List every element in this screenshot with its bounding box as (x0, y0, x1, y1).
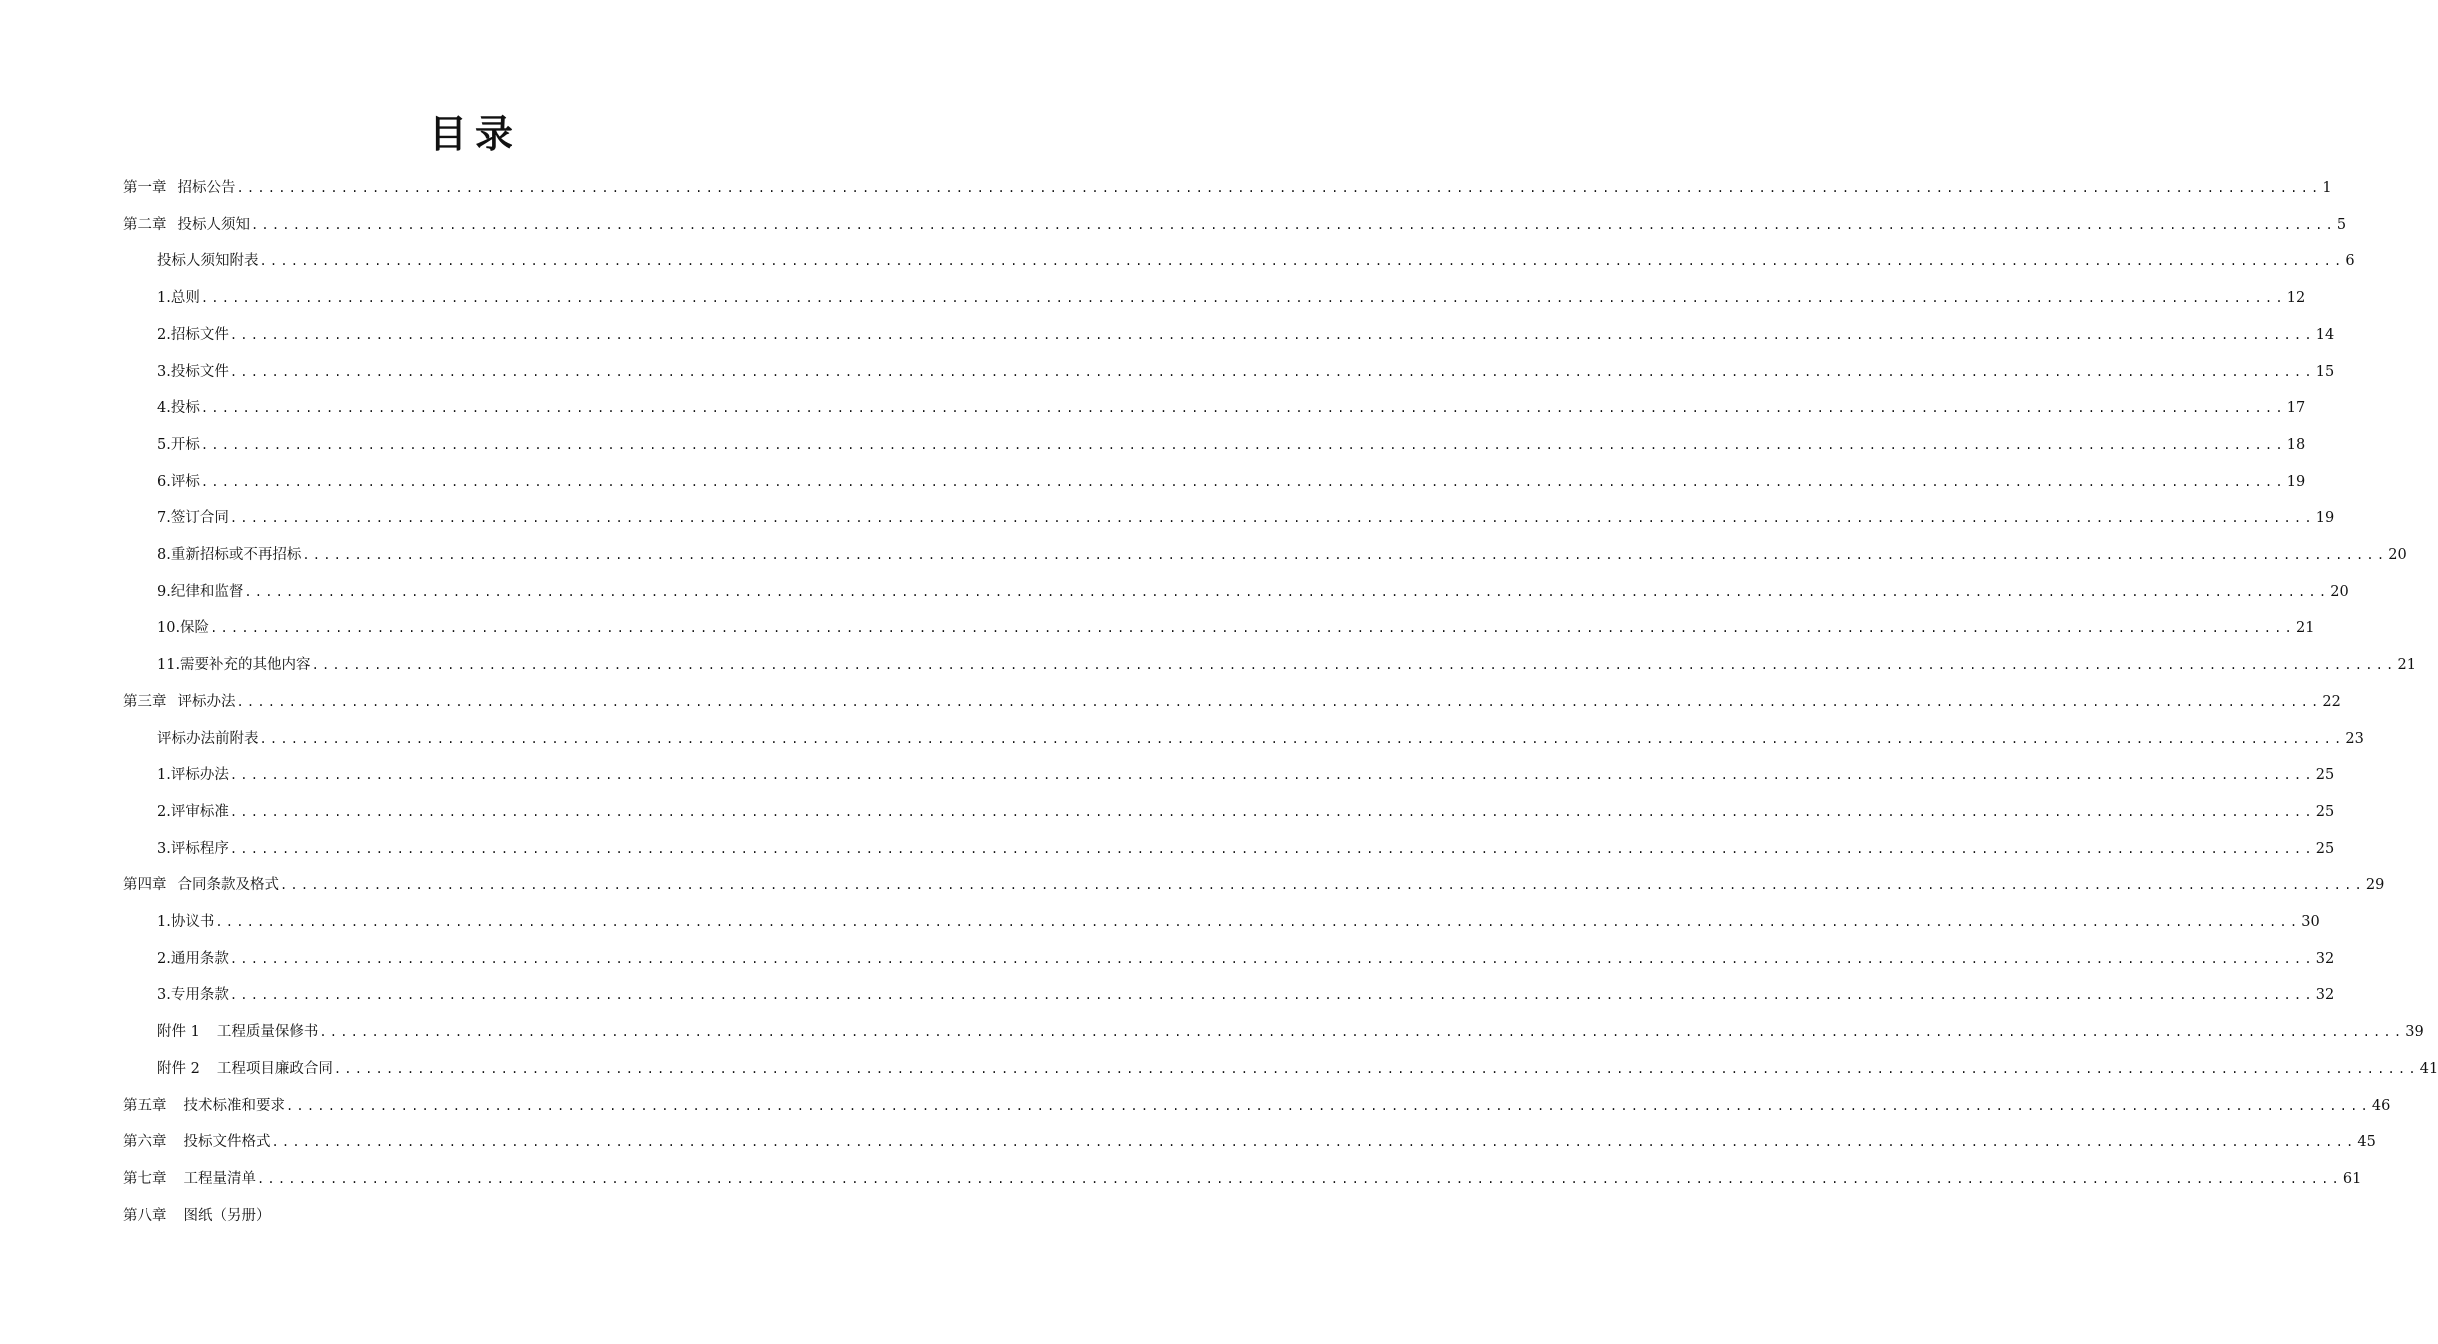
toc-entry-label (123, 1096, 285, 1116)
toc-leader-dots: ........................................................................................................................................................................................................ (244, 584, 2330, 599)
toc-leader-dots: ........................................................................................................................................................................................................ (311, 658, 2397, 673)
toc-chapter-number: 附件 2 (157, 1060, 200, 1077)
toc-page-number: 15 (2315, 363, 2335, 380)
toc-page-number: 19 (2315, 510, 2335, 527)
toc-entry-title: 招标公告 (177, 180, 236, 196)
toc-page-number: 19 (2286, 473, 2306, 490)
toc-entry-label (123, 1132, 271, 1152)
toc-entry[interactable] (157, 829, 2335, 859)
toc-entry-label (157, 802, 229, 822)
toc-entry-label (157, 985, 229, 1005)
toc-entry-title: 2.通用条款 (157, 950, 229, 967)
toc-entry-title: 合同条款及格式 (177, 877, 279, 894)
toc-entry-title: 1.评标办法 (157, 767, 229, 784)
toc-entry-label (157, 545, 301, 565)
page-title: 目录 (428, 111, 521, 156)
toc-entry-label (157, 398, 200, 418)
toc-page-number: 25 (2315, 767, 2335, 784)
toc-leader-dots: ........................................................................................................................................................................................................ (215, 915, 2301, 929)
toc-entry-label (123, 875, 279, 895)
toc-leader-dots: ........................................................................................................................................................................................................ (229, 804, 2315, 819)
toc-page-number: 39 (2405, 1024, 2424, 1041)
toc-entry-label (157, 582, 243, 602)
toc-entry-label (157, 729, 259, 749)
toc-entry[interactable] (157, 352, 2335, 382)
toc-page-number: 12 (2286, 290, 2306, 307)
toc-leader-dots: ........................................................................................................................................................................................................ (251, 217, 2336, 232)
toc-entry-title: 1.总则 (157, 290, 200, 307)
toc-page-number: 32 (2315, 950, 2335, 967)
toc-leader-dots: ........................................................................................................................................................................................................ (200, 437, 2286, 452)
toc-leader-dots: ........................................................................................................................................................................................................ (229, 768, 2315, 783)
toc-entry-label (157, 325, 229, 345)
toc-entry[interactable] (123, 1159, 2362, 1189)
toc-page-number: 29 (2365, 877, 2385, 894)
toc-page-number: 14 (2315, 326, 2335, 343)
toc-entry-label (157, 1059, 333, 1079)
toc-leader-dots: ........................................................................................................................................................................................................ (229, 841, 2315, 856)
toc-entry-label (157, 288, 200, 308)
toc-entry-title: 8.重新招标或不再招标 (157, 547, 302, 563)
toc-entry-title: 投标人须知附表 (157, 253, 259, 270)
toc-entry[interactable] (157, 1012, 2424, 1042)
toc-page-number: 18 (2286, 436, 2306, 453)
toc-entry[interactable] (157, 315, 2335, 345)
toc-entry[interactable] (157, 535, 2407, 565)
toc-entry-label (123, 215, 250, 235)
toc-entry-title: 4.投标 (157, 400, 200, 417)
toc-entry-title: 工程质量保修书 (216, 1024, 319, 1041)
toc-leader-dots: ........................................................................................................................................................................................................ (319, 1025, 2405, 1040)
toc-entry-label (157, 472, 200, 492)
toc-entry-title: 3.专用条款 (157, 987, 229, 1004)
toc-entry-label (157, 839, 229, 859)
toc-page-number: 20 (2330, 583, 2349, 600)
toc-leader-dots: ........................................................................................................................................................................................................ (259, 731, 2345, 746)
toc-entry[interactable] (157, 572, 2349, 602)
toc-entry-title: 评标办法 (177, 693, 236, 710)
toc-leader-dots: ........................................................................................................................................................................................................ (229, 988, 2315, 1003)
toc-entry-label (157, 949, 229, 969)
toc-entry[interactable] (157, 902, 2320, 932)
toc-entry[interactable] (157, 645, 2416, 675)
toc-leader-dots: ........................................................................................................................................................................................................ (302, 548, 2388, 562)
toc-leader-dots: ........................................................................................................................................................................................................ (210, 621, 2295, 636)
toc-entry-label (123, 178, 236, 198)
toc-leader-dots: ........................................................................................................................................................................................................ (271, 1135, 2357, 1150)
toc-entry-label (157, 912, 214, 932)
toc-entry-title: 2.招标文件 (157, 326, 229, 343)
toc-page-number: 23 (2345, 730, 2364, 747)
toc-entry-title: 工程项目廉政合同 (216, 1060, 333, 1077)
toc-entry-title: 11.需要补充的其他内容 (157, 657, 311, 674)
toc-entry-title: 6.评标 (157, 473, 200, 490)
toc-entry-title: 工程量清单 (183, 1170, 256, 1187)
toc-entry[interactable] (157, 462, 2306, 492)
toc-chapter-number: 第七章 (123, 1170, 167, 1187)
toc-leader-dots: ........................................................................................................................................................................................................ (280, 878, 2365, 893)
toc-entry[interactable] (157, 608, 2315, 638)
toc-page-number: 21 (2397, 657, 2416, 674)
toc-chapter-number: 第四章 (123, 877, 167, 894)
toc-entry-label (157, 765, 229, 785)
toc-entry-label (157, 508, 229, 528)
toc-leader-dots: ........................................................................................................................................................................................................ (286, 1098, 2371, 1113)
toc-entry[interactable] (123, 865, 2385, 895)
toc-entry-title: 2.评审标准 (157, 803, 229, 820)
toc-page-number: 5 (2336, 216, 2347, 233)
toc-page-number: 25 (2315, 840, 2335, 857)
toc-entry[interactable] (157, 241, 2355, 271)
toc-entry[interactable] (157, 755, 2335, 785)
toc-entry-label (157, 1022, 318, 1042)
toc-page-number: 61 (2342, 1170, 2362, 1187)
toc-page-number: 32 (2315, 987, 2335, 1004)
toc-entry-title: 10.保险 (157, 620, 210, 637)
toc-entry[interactable] (123, 1086, 2391, 1116)
toc-entry-title: 图纸（另册） (183, 1207, 271, 1224)
toc-leader-dots: ........................................................................................................................................................................................................ (257, 1171, 2342, 1186)
toc-chapter-number: 第二章 (123, 216, 167, 233)
toc-entry-label (157, 618, 209, 638)
toc-entry[interactable] (123, 1122, 2376, 1152)
toc-chapter-number: 第一章 (123, 180, 167, 196)
toc-chapter-number: 第五章 (123, 1097, 167, 1114)
toc-entry-title: 技术标准和要求 (183, 1097, 285, 1114)
toc-entry-label (123, 692, 236, 712)
toc-entry[interactable] (123, 1196, 784, 1226)
toc-entry-title: 9.纪律和监督 (157, 583, 244, 600)
toc-leader-dots: ........................................................................................................................................................................................................ (200, 401, 2286, 416)
toc-entry-title: 1.协议书 (157, 914, 215, 930)
toc-entry[interactable] (123, 168, 2332, 198)
toc-entry-title: 7.签订合同 (157, 510, 229, 527)
toc-entry-title: 5.开标 (157, 436, 200, 453)
toc-entry-title: 投标人须知 (177, 216, 250, 233)
toc-page-number: 41 (2419, 1060, 2438, 1077)
toc-entry-title: 投标文件格式 (183, 1134, 271, 1151)
toc-page-number: 21 (2295, 620, 2315, 637)
toc-entry[interactable] (157, 498, 2335, 528)
toc-leader-dots: ........................................................................................................................................................................................................ (229, 327, 2315, 342)
toc-chapter-number: 第三章 (123, 693, 167, 710)
toc-leader-dots: ........................................................................................................................................................................................................ (236, 181, 2322, 195)
toc-entry[interactable] (157, 792, 2335, 822)
toc-leader-dots: ........................................................................................................................................................................................................ (229, 951, 2315, 966)
toc-page-number: 22 (2322, 693, 2341, 710)
toc-page-number: 20 (2388, 547, 2407, 563)
toc-entry[interactable] (157, 388, 2306, 418)
toc-page-number: 46 (2371, 1097, 2391, 1114)
toc-page-number: 45 (2357, 1134, 2376, 1151)
toc-entry-label (157, 655, 311, 675)
toc-entry-label (157, 362, 229, 382)
toc-entry[interactable] (123, 682, 2341, 712)
toc-entry-label (157, 251, 259, 271)
toc-entry-title: 3.投标文件 (157, 363, 229, 380)
toc-leader-dots: ........................................................................................................................................................................................................ (229, 511, 2315, 526)
toc-entry[interactable] (157, 425, 2306, 455)
toc-page-number: 1 (2322, 180, 2332, 196)
toc-leader-dots: ........................................................................................................................................................................................................ (229, 364, 2315, 379)
toc-entry-label (123, 1206, 271, 1226)
toc-leader-dots: ........................................................................................................................................................................................................ (259, 254, 2345, 269)
toc-entry-label (157, 435, 200, 455)
toc-entry[interactable] (157, 975, 2335, 1005)
toc-page-number: 30 (2301, 914, 2320, 930)
toc-entry-label (123, 1169, 256, 1189)
toc-page-number: 25 (2315, 803, 2335, 820)
toc-chapter-number: 附件 1 (157, 1024, 200, 1041)
toc-leader-dots: ........................................................................................................................................................................................................ (236, 694, 2322, 709)
toc-entry[interactable] (123, 205, 2347, 235)
toc-entry-title: 评标办法前附表 (157, 730, 259, 747)
toc-entry-title: 3.评标程序 (157, 840, 229, 857)
toc-entry[interactable] (157, 719, 2364, 749)
toc-entry[interactable] (157, 939, 2335, 969)
toc-leader-dots: ........................................................................................................................................................................................................ (333, 1061, 2419, 1076)
toc-leader-dots: ........................................................................................................................................................................................................ (200, 474, 2286, 489)
toc-leader-dots: ........................................................................................................................................................................................................ (200, 291, 2286, 306)
toc-chapter-number: 第八章 (123, 1207, 167, 1224)
toc-page-number: 6 (2345, 253, 2355, 270)
toc-entry[interactable] (157, 1049, 2438, 1079)
toc-page-number: 17 (2286, 400, 2306, 417)
toc-entry[interactable] (157, 278, 2306, 308)
toc-chapter-number: 第六章 (123, 1134, 167, 1151)
